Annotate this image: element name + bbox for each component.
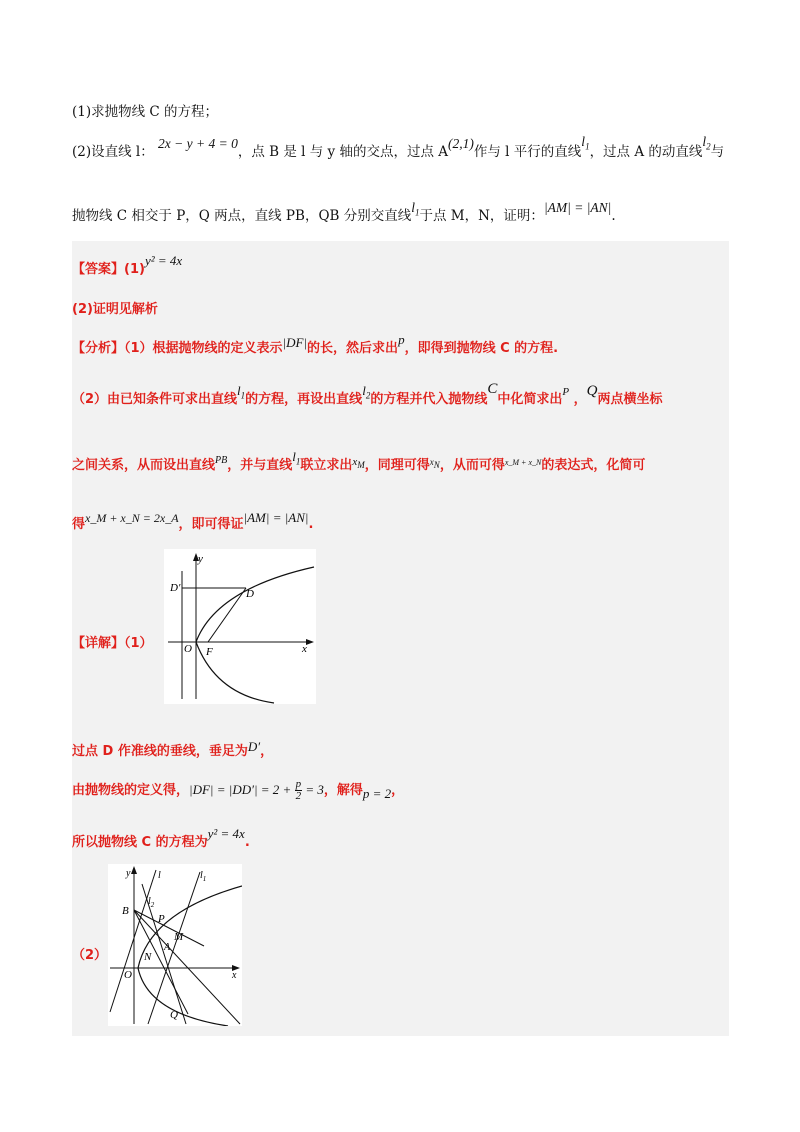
detail-l1: 过点 D 作准线的垂线，垂足为 — [72, 744, 248, 759]
fig2-n-label: N — [144, 951, 152, 963]
analysis-s2d: 中化简求出 — [497, 392, 563, 407]
q2-text-a: 设直线 l： — [91, 144, 154, 160]
l1-symbol: $l_1$ — [581, 134, 590, 152]
analysis-s3a: 之间关系，从而设出直线 — [72, 458, 216, 473]
fig2-l1-label: $l_1$ — [200, 870, 207, 883]
detail-p2: （2） — [72, 948, 108, 963]
p-symbol: p — [398, 332, 405, 347]
line-l-equation: 2x − y + 4 = 0 — [158, 136, 238, 151]
fig2-p-label: P — [158, 913, 165, 925]
analysis-s1a: （1）根据抛物线的定义表示 — [124, 341, 283, 356]
fig2-x-label: x — [232, 970, 237, 981]
fig2-q-label: Q — [170, 1009, 178, 1021]
df-abs: |DF| — [282, 335, 308, 350]
q2-text-d: ，过点 A 的动直线 — [589, 144, 703, 160]
fig2-b-label: B — [122, 905, 129, 917]
detail-label: 【详解】 — [72, 636, 125, 651]
detail-l3: 所以抛物线 C 的方程为 — [72, 835, 208, 850]
question-1 — [72, 100, 218, 120]
parabola-diagram-1 — [164, 549, 316, 704]
detail-part2-label — [72, 944, 107, 963]
analysis-s2e: 两点横坐标 — [597, 392, 663, 407]
l2-symbol-2: $l_2$ — [362, 383, 371, 401]
fig2-y-label: y — [126, 868, 131, 879]
conclusion-equation: |AM| = |AN| — [543, 200, 612, 215]
equals-3: = 3 — [302, 782, 324, 797]
fig1-y-label: y — [198, 553, 203, 565]
pb-symbol: PB — [215, 455, 228, 466]
analysis-line-2: （2）由已知条件可求出直线$l_1$的方程，再设出直线$l_2$的方程并代入抛物线C中化简求出$^P$ ，Q两点横坐标 — [72, 381, 663, 407]
analysis-label: 【分析】 — [72, 341, 125, 356]
detail-l2: 由抛物线的定义得， — [72, 783, 190, 798]
fig2-l-label: l — [158, 870, 161, 881]
analysis-s4c: . — [308, 517, 314, 532]
fig1-dprime-label: D′ — [170, 582, 181, 594]
analysis-s3e: ，从而可得 — [439, 458, 505, 473]
xm-plus-xn: x_M + x_N — [504, 458, 542, 467]
result-equation: y² = 4x — [207, 826, 245, 841]
q2-text-c: 作与 l 平行的直线 — [473, 144, 582, 160]
fig1-o-label: O — [184, 643, 192, 655]
analysis-s3c: 联立求出 — [300, 458, 353, 473]
fig2-o-label: O — [124, 969, 132, 981]
q1-number: (1) — [72, 104, 92, 120]
figure-parabola-2 — [108, 864, 242, 1026]
analysis-line-4 — [72, 510, 314, 532]
detail-l1e: ， — [260, 744, 274, 759]
fig2-m-label: M — [174, 931, 184, 943]
analysis-s4a: 得 — [72, 517, 86, 532]
q2-end: . — [611, 208, 616, 224]
definition-equation: |DF| = |DD′| = 2 + — [189, 782, 295, 797]
detail-l2e: ， — [391, 783, 405, 798]
detail-line-3 — [72, 826, 250, 850]
answer-part1: (1) — [124, 262, 145, 277]
q2-text-e: 与 — [710, 144, 725, 160]
p-over-2: $\frac{p}{2}$ — [295, 778, 302, 802]
question-2-line-1 — [72, 134, 725, 162]
answer-line-1 — [72, 253, 183, 277]
analysis-s3f: 的表达式，化简可 — [541, 458, 646, 473]
analysis-s3d: ，同理可得 — [364, 458, 430, 473]
detail-line-2 — [72, 779, 404, 802]
xm-symbol: xM — [352, 456, 365, 471]
c-symbol: C — [487, 381, 498, 397]
answer-part2: (2)证明见解析 — [72, 302, 158, 317]
fig2-a-label: A — [164, 942, 171, 953]
am-an-equation: |AM| = |AN| — [243, 510, 309, 525]
dprime-symbol: D′ — [247, 739, 261, 754]
l1-symbol-4: $l_1$ — [292, 449, 301, 467]
analysis-line-3 — [72, 449, 646, 475]
detail-line-1 — [72, 740, 273, 759]
fig1-d-label: D — [246, 588, 254, 600]
figure-parabola-1 — [164, 549, 316, 704]
analysis-s2b: 的方程，再设出直线 — [245, 392, 363, 407]
detail-l3e: . — [244, 835, 250, 850]
fig2-l2-label: $l_2$ — [148, 896, 155, 909]
q2-number: (2) — [72, 144, 92, 160]
answer-label: 【答案】 — [72, 262, 125, 277]
analysis-s2a: （2）由已知条件可求出直线 — [72, 392, 238, 407]
question-2-line-2 — [72, 200, 616, 226]
analysis-line-1 — [72, 332, 559, 356]
q2-text-line2b: 于点 M，N，证明： — [419, 208, 544, 224]
xn-symbol: xN — [429, 457, 440, 470]
q2-text-line2a: 抛物线 C 相交于 P，Q 两点，直线 PB，QB 分别交直线 — [72, 208, 412, 224]
analysis-s2c: 的方程并代入抛物线 — [370, 392, 488, 407]
fig1-x-label: x — [302, 643, 307, 655]
l1-symbol-2: $l_1$ — [411, 200, 420, 218]
q-point-symbol: Q — [586, 383, 598, 399]
l1-symbol-3: $l_1$ — [237, 383, 246, 401]
q1-text: 求抛物线 C 的方程； — [91, 104, 219, 120]
p-equals-2: p = 2 — [362, 786, 392, 801]
q2-text-b: ，点 B 是 l 与 y 轴的交点，过点 A — [237, 144, 449, 160]
fig1-f-label: F — [206, 646, 213, 658]
analysis-s4b: ，即可得证 — [178, 517, 244, 532]
answer-part1-equation: y² = 4x — [144, 253, 183, 268]
analysis-s1b: 的长，然后求出 — [307, 341, 399, 356]
analysis-s3b: ，并与直线 — [227, 458, 293, 473]
sum-equation: x_M + x_N = 2x_A — [85, 511, 179, 525]
answer-line-2 — [72, 298, 158, 317]
analysis-s1c: ，即得到抛物线 C 的方程. — [404, 341, 559, 356]
detail-part1-label — [72, 632, 153, 651]
parabola-diagram-2 — [108, 864, 242, 1026]
detail-p1: （1） — [124, 636, 153, 651]
detail-l2b: ，解得 — [323, 783, 363, 798]
l2-symbol: $l_2$ — [702, 134, 711, 152]
p-point-symbol: P — [562, 386, 570, 398]
point-a-coords: (2,1) — [448, 136, 474, 151]
